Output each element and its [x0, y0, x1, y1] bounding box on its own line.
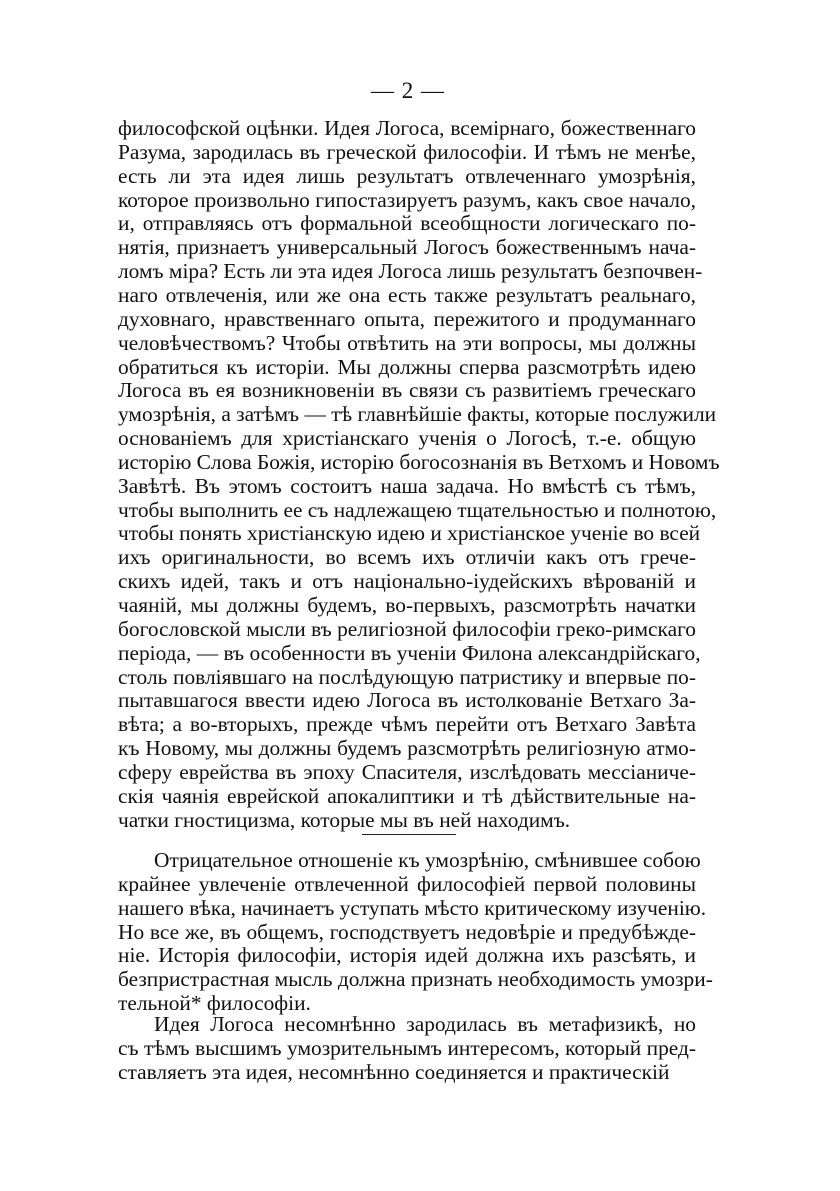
text-line: духовнаго, нравственнаго опыта, пережитого и продуманнаго — [118, 306, 696, 331]
text-line: нятія, признаетъ универсальный Логосъ божественнымъ нача- — [118, 235, 696, 260]
text-line: періода, — въ особенности въ ученіи Филона александрійскаго, — [118, 640, 701, 665]
text-line: умозрѣнія, а затѣмъ — тѣ главнѣйшіе факты, которые послужили — [118, 402, 717, 427]
page-number: — 2 — — [371, 78, 445, 103]
text-line: и, отправляясь отъ формальной всеобщности логическаго по- — [118, 211, 696, 236]
text-line: ніе. Исторія философіи, исторія идей должна ихъ разсѣять, и — [118, 943, 696, 968]
text-line: Но все же, въ общемъ, господствуетъ недовѣріе и предубѣжде- — [118, 919, 696, 944]
text-line: богословской мысли въ религіозной философіи греко-римскаго — [118, 616, 696, 641]
text-line: чатки гностицизма, которые мы въ ней находимъ. — [118, 807, 571, 832]
text-line: нашего вѣка, начинаетъ уступать мѣсто критическому изученію. — [118, 895, 707, 920]
text-line: тельной* философіи. — [118, 991, 311, 1016]
text-line: сферу еврейства въ эпоху Спасителя, изслѣдовать мессіаниче- — [118, 759, 696, 784]
text-line: человѣчествомъ? Чтобы отвѣтить на эти вопросы, мы должны — [118, 330, 696, 355]
text-line: ставляетъ эта идея, несомнѣнно соединяется и практическій — [118, 1059, 670, 1084]
text-line: скія чаянія еврейской апокалиптики и тѣ дѣйствительные на- — [118, 783, 696, 808]
text-line: основаніемъ для христіанскаго ученія о Логосѣ, т.-е. общую — [118, 426, 696, 451]
text-line: Завѣтѣ. Въ этомъ состоитъ наша задача. Но вмѣстѣ съ тѣмъ, — [118, 473, 696, 498]
text-line: безпристрастная мысль должна признать необходимость умозри- — [118, 967, 713, 992]
text-line: Отрицательное отношеніе къ умозрѣнію, смѣнившее собою — [154, 848, 701, 872]
text-line: крайнее увлеченіе отвлеченной философіей первой половины — [118, 871, 696, 896]
text-line: вѣта; а во-вторыхъ, прежде чѣмъ перейти отъ Ветхаго Завѣта — [118, 712, 696, 737]
text-line: философской оцѣнки. Идея Логоса, всемірнаго, божественнаго — [118, 116, 696, 140]
text-line: скихъ идей, такъ и отъ національно-іудейскихъ вѣрованій и — [118, 569, 696, 594]
text-line: чтобы выполнить ее съ надлежащею тщательностью и полнотою, — [118, 497, 717, 522]
text-line: исторію Слова Божія, исторію богосознанія въ Ветхомъ и Новомъ — [118, 449, 720, 474]
text-line: Разума, зародилась въ греческой философіи. И тѣмъ не менѣе, — [118, 139, 696, 164]
text-line: столь повліявшаго на послѣдующую патристику и впервые по- — [118, 664, 696, 689]
text-line: Идея Логоса несомнѣнно зародилась въ метафизикѣ, но — [154, 1012, 696, 1036]
text-line: чаяній, мы должны будемъ, во-первыхъ, разсмотрѣть начатки — [118, 593, 696, 617]
text-line: пытавшагося ввести идею Логоса въ истолкованіе Ветхаго За- — [118, 688, 696, 713]
text-line: ихъ оригинальности, во всемъ ихъ отличіи какъ отъ грече- — [118, 545, 696, 570]
text-line: обратиться къ исторіи. Мы должны сперва разсмотрѣть идею — [118, 354, 696, 379]
text-line: есть ли эта идея лишь результатъ отвлеченнаго умозрѣнія, — [118, 163, 696, 188]
text-line: Логоса въ ея возникновеніи въ связи съ развитіемъ греческаго — [118, 378, 696, 403]
text-line: къ Новому, мы должны будемъ разсмотрѣть религіозную атмо- — [118, 736, 696, 761]
text-line: ломъ міра? Есть ли эта идея Логоса лишь результатъ безпочвен- — [118, 259, 703, 284]
text-line: съ тѣмъ высшимъ умозрительнымъ интересомъ, который пред- — [118, 1035, 696, 1060]
text-line: наго отвлеченія, или же она есть также результатъ реальнаго, — [118, 282, 696, 307]
section-divider — [362, 834, 456, 835]
text-line: которое произвольно гипостазируетъ разумъ, какъ свое начало, — [118, 187, 696, 212]
text-line: чтобы понять христіанскую идею и христіанское ученіе во всей — [118, 521, 701, 546]
